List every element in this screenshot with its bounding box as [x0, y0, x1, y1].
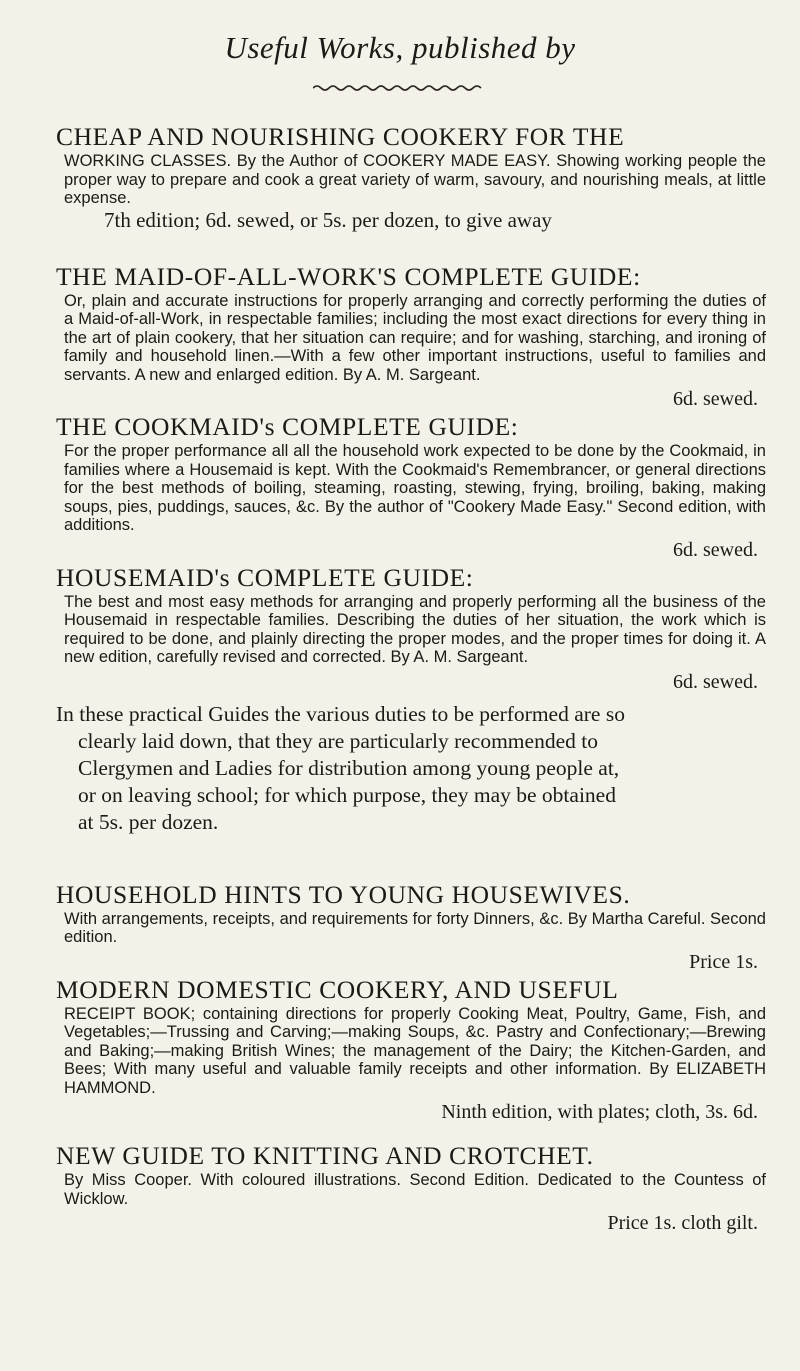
book-description: The best and most easy methods for arranging and properly performing all the business of the Housemaid in respectable families. Describing the duties of her situation, the work which is required to be done, and plainly directing the proper modes, and the proper times for doing it. A new edition, carefully revised and corrected. By A. M. Sargeant. [64, 592, 766, 666]
book-title: MODERN DOMESTIC COOKERY, AND USEFUL [56, 974, 619, 1004]
book-title: NEW GUIDE TO KNITTING AND CROTCHET. [56, 1141, 594, 1170]
book-description: By Miss Cooper. With coloured illustrations. Second Edition. Dedicated to the Countess of Wicklow. [64, 1171, 766, 1208]
book-price: Ninth edition, with plates; cloth, 3s. 6d. [441, 1101, 758, 1123]
book-entry [56, 1141, 766, 1236]
paragraph-line: at 5s. per dozen. [78, 809, 219, 834]
book-price: Price 1s. [689, 950, 758, 973]
book-price: Price 1s. cloth gilt. [607, 1212, 758, 1234]
book-description: WORKING CLASSES. By the Author of COOKERY MADE EASY. Showing working people the proper way to prepare and cook a great variety of warm, savoury, and nourishing meals, at little expense. [64, 152, 766, 207]
book-title: HOUSEMAID's COMPLETE GUIDE: [56, 562, 474, 592]
book-description: RECEIPT BOOK; containing directions for properly Cooking Meat, Poultry, Game, Fish, and Vegetables;—Trussing and Carving;—making Soups, &c. Pastry and Confectionary;—Brewing and Baking;—making British Wines; the management of the Dairy; the Kitchen-Garden, and Bees; With many useful and valuable family receipts and other information. By ELIZABETH HAMMOND. [64, 1004, 766, 1097]
book-title: THE MAID-OF-ALL-WORK'S COMPLETE GUIDE: [56, 261, 641, 291]
book-entry [56, 122, 766, 232]
paragraph-line: or on leaving school; for which purpose, they may be obtained [78, 782, 616, 807]
book-title: THE COOKMAID's COMPLETE GUIDE: [56, 412, 519, 441]
book-entry [56, 880, 766, 975]
book-description: With arrangements, receipts, and requirements for forty Dinners, &c. By Martha Careful. Second edition. [64, 909, 766, 946]
book-price: 6d. sewed. [673, 388, 758, 410]
book-title: CHEAP AND NOURISHING COOKERY FOR THE [56, 122, 625, 151]
book-edition: 7th edition; 6d. sewed, or 5s. per dozen, to give away [104, 207, 552, 232]
book-description: For the proper performance all all the household work expected to be done by the Cookmaid, in families where a Housemaid is kept. With the Cookmaid's Remembrancer, or general directions for the best methods of boiling, steaming, roasting, stewing, frying, broiling, baking, making soups, pies, puddings, sauces, &c. By the author of "Cookery Made Easy." Second edition, with additions. [64, 442, 766, 534]
paragraph-line: clearly laid down, that they are particularly recommended to [78, 728, 598, 753]
book-entry [56, 262, 766, 413]
recommendation-paragraph [56, 701, 766, 836]
book-entry [56, 563, 766, 695]
paragraph-line: Clergymen and Ladies for distribution among young people at, [78, 755, 620, 780]
paragraph-line: In these practical Guides the various duties to be performed are so [56, 701, 625, 726]
book-price: 6d. sewed. [673, 670, 758, 693]
book-entry [56, 412, 766, 563]
page-header: Useful Works, published by [224, 30, 576, 65]
book-description: Or, plain and accurate instructions for properly arranging and correctly performing the duties of a Maid-of-all-Work, in respectable families; including the most exact directions for every thing in the art of plain cookery, that her situation can require; and for washing, starching, and ironing of family and household linen.—With a few other important instructions, useful to families and servants. A new and enlarged edition. By A. M. Sargeant. [64, 291, 766, 384]
ornamental-rule [313, 84, 483, 92]
book-title: HOUSEHOLD HINTS TO YOUNG HOUSEWIVES. [56, 879, 631, 909]
book-price: 6d. sewed. [673, 538, 758, 561]
book-entry [56, 975, 766, 1126]
book-list [56, 122, 766, 1236]
